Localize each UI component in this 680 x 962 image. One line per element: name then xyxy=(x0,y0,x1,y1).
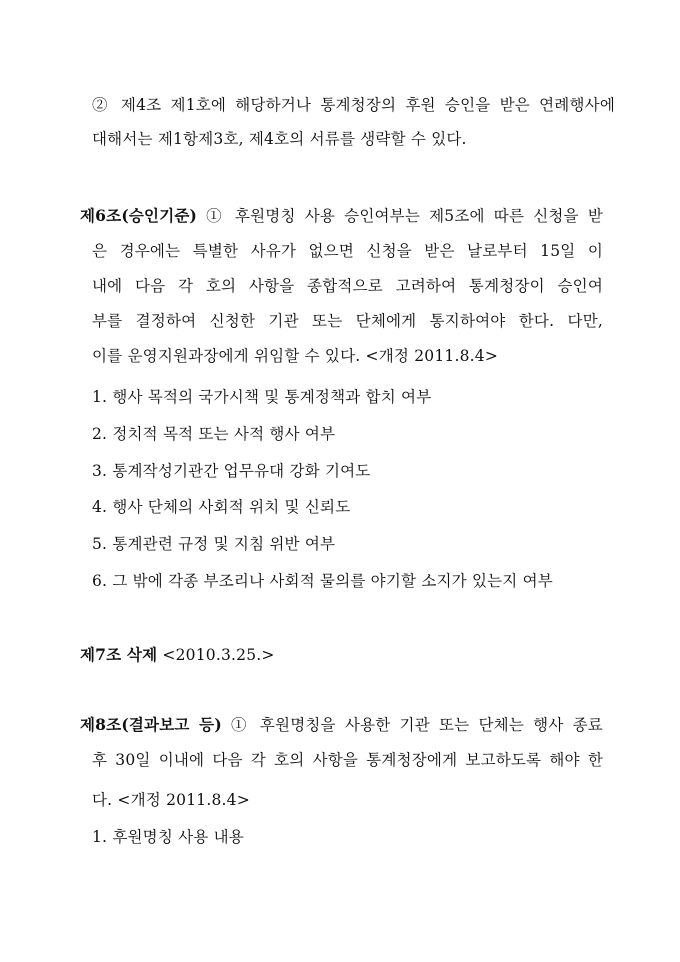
article6-item-6: 6. 그 밖에 각종 부조리나 사회적 물의를 야기할 소지가 있는지 여부 xyxy=(92,572,553,590)
para-prev-line-1: ② 제4조 제1호에 해당하거나 통계청장의 후원 승인을 받은 연례행사에 xyxy=(92,96,615,114)
article6-item-3: 3. 통계작성기관간 업무유대 강화 기여도 xyxy=(92,462,371,480)
article7-heading: 제7조 삭제 xyxy=(80,645,158,664)
article6-line-3: 내에 다음 각 호의 사항을 종합적으로 고려하여 통계청장이 승인여 xyxy=(92,277,603,295)
article6-first-line xyxy=(80,206,603,226)
para-prev-line-2: 대해서는 제1항제3호, 제4호의 서류를 생략할 수 있다. xyxy=(92,130,467,148)
article8-item-1: 1. 후원명칭 사용 내용 xyxy=(92,828,244,846)
article8-line-3: 다. <개정 2011.8.4> xyxy=(92,791,250,809)
article6-item-4: 4. 행사 단체의 사회적 위치 및 신뢰도 xyxy=(92,498,351,516)
article6-item-2: 2. 정치적 목적 또는 사적 행사 여부 xyxy=(92,425,336,443)
article8-line-2: 후 30일 이내에 다음 각 호의 사항을 통계청장에게 보고하도록 해야 한 xyxy=(92,751,603,769)
article8-heading: 제8조(결과보고 등) xyxy=(80,715,222,734)
article6-heading: 제6조(승인기준) xyxy=(80,206,198,225)
article6-item-5: 5. 통계관련 규정 및 지침 위반 여부 xyxy=(92,535,336,553)
article6-line-4: 부를 결정하여 신청한 기관 또는 단체에게 통지하여야 한다. 다만, xyxy=(92,312,603,330)
article8-first-line xyxy=(80,715,603,735)
article6-line-1: ① 후원명칭 사용 승인여부는 제5조에 따른 신청을 받 xyxy=(197,207,603,225)
article6-item-1: 1. 행사 목적의 국가시책 및 통계정책과 합치 여부 xyxy=(92,388,432,406)
article7-note: <2010.3.25.> xyxy=(157,646,275,664)
article6-line-5: 이를 운영지원과장에게 위임할 수 있다. <개정 2011.8.4> xyxy=(92,347,499,365)
article7-line xyxy=(80,645,275,665)
article8-line-1: ① 후원명칭을 사용한 기관 또는 단체는 행사 종료 xyxy=(221,716,603,734)
article6-line-2: 은 경우에는 특별한 사유가 없으면 신청을 받은 날로부터 15일 이 xyxy=(92,242,603,260)
